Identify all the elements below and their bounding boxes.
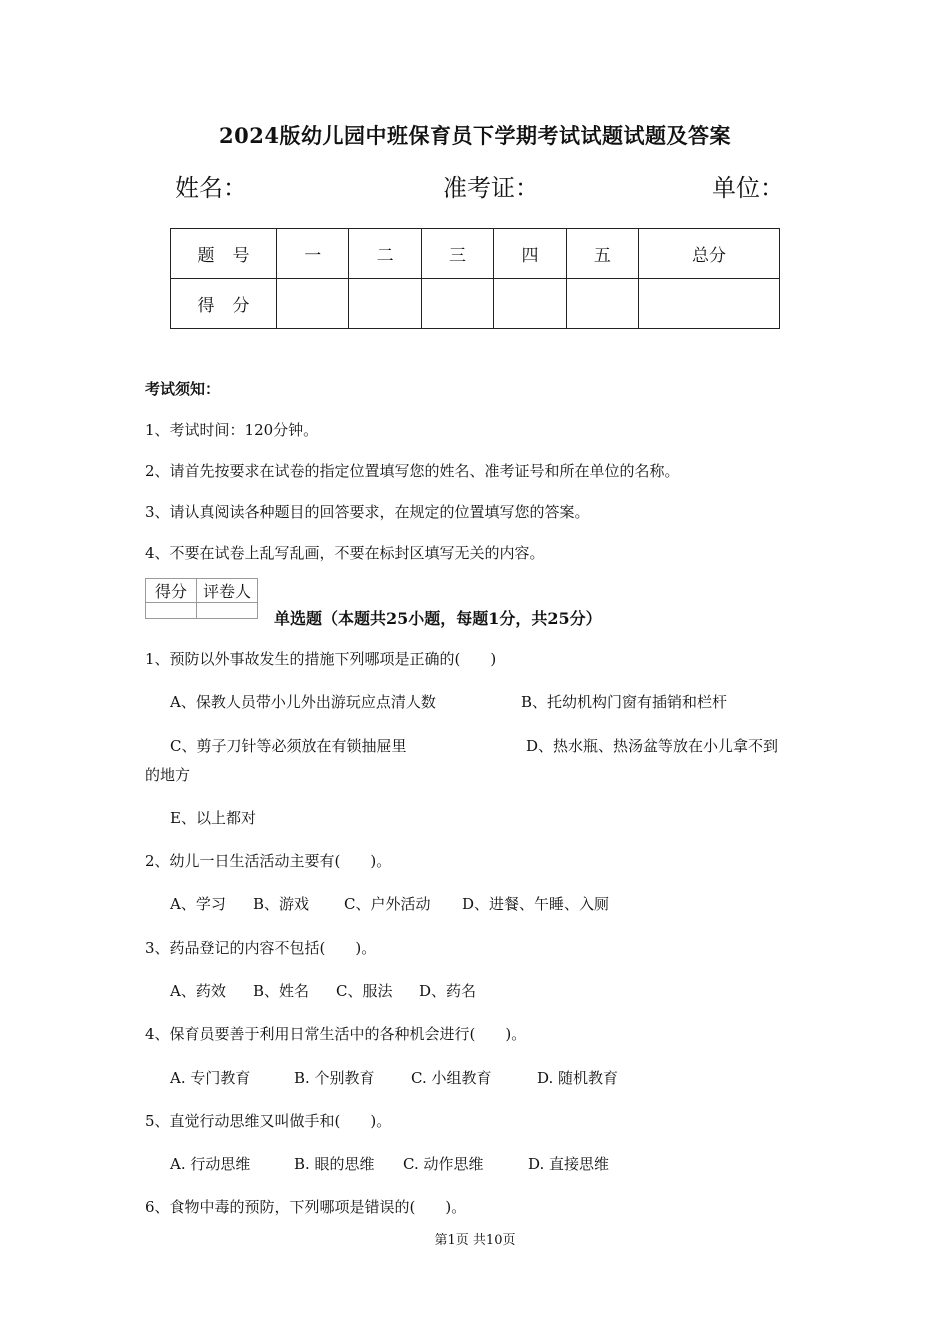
answer-option: D. 直接思维 [528,1155,610,1173]
grader-score-cell [146,603,197,619]
score-table-col-3: 三 [421,229,493,279]
answer-option: C. 动作思维 [403,1155,484,1173]
score-table [170,228,780,329]
answer-option: B、游戏 [253,895,310,913]
name-field-label: 姓名： [175,174,247,202]
score-table-header-row [171,229,780,279]
answer-option: D. 随机教育 [537,1069,619,1087]
answer-option: A、药效 [170,982,226,1000]
score-table-col-2: 二 [349,229,421,279]
score-table-col-1: 一 [277,229,349,279]
answer-option: B、姓名 [253,982,310,1000]
exam-id-field-label: 准考证： [443,174,539,202]
score-table-score-label: 得分 [171,279,277,329]
page-footer: 第1页 共10页 [434,1233,516,1248]
answer-option: A. 行动思维 [170,1155,251,1173]
question-stem: 4、保育员要善于利用日常生活中的各种机会进行( )。 [145,1025,527,1043]
answer-option: C. 小组教育 [411,1069,492,1087]
score-table-col-4: 四 [494,229,566,279]
answer-option: B、托幼机构门窗有插销和栏杆 [521,693,728,711]
question-stem: 1、预防以外事故发生的措施下列哪项是正确的( ) [145,650,497,668]
score-table-score-row [171,279,780,329]
score-table-row-label: 题号 [171,229,277,279]
answer-option-continuation: 的地方 [145,766,191,784]
answer-option: C、户外活动 [344,895,431,913]
question-stem: 3、药品登记的内容不包括( )。 [145,939,377,957]
score-cell [277,279,349,329]
score-table-col-total: 总分 [639,229,780,279]
answer-option: A. 专门教育 [170,1069,251,1087]
document-title: 2024版幼儿园中班保育员下学期考试试题试题及答案 [219,123,731,148]
answer-option: A、保教人员带小儿外出游玩应点清人数 [170,693,436,711]
score-cell [421,279,493,329]
notice-title: 考试须知： [145,380,221,398]
notice-item: 3、请认真阅读各种题目的回答要求，在规定的位置填写您的答案。 [145,503,590,521]
question-stem: 6、食物中毒的预防，下列哪项是错误的( )。 [145,1198,467,1216]
score-cell [566,279,638,329]
section-title: 单选题（本题共25小题，每题1分，共25分） [274,609,602,628]
score-cell [349,279,421,329]
grader-name-label: 评卷人 [197,579,258,603]
candidate-fields [175,168,785,204]
grader-box [145,578,258,619]
answer-option: C、剪子刀针等必须放在有锁抽屉里 [170,737,407,755]
answer-option: D、热水瓶、热汤盆等放在小儿拿不到 [526,737,779,755]
answer-option: C、服法 [336,982,393,1000]
grader-score-label: 得分 [146,579,197,603]
notice-item: 1、考试时间：120分钟。 [145,421,319,439]
question-stem: 2、幼儿一日生活活动主要有( )。 [145,852,392,870]
unit-field-label: 单位： [712,174,784,202]
question-stem: 5、直觉行动思维又叫做手和( )。 [145,1112,392,1130]
score-cell [494,279,566,329]
notice-item: 4、不要在试卷上乱写乱画，不要在标封区填写无关的内容。 [145,544,545,562]
answer-option: B. 眼的思维 [294,1155,375,1173]
answer-option: D、药名 [419,982,477,1000]
score-table-col-5: 五 [566,229,638,279]
answer-option: B. 个别教育 [294,1069,375,1087]
grader-name-cell [197,603,258,619]
score-cell [639,279,780,329]
notice-item: 2、请首先按要求在试卷的指定位置填写您的姓名、准考证号和所在单位的名称。 [145,462,680,480]
answer-option: D、进餐、午睡、入厕 [462,895,610,913]
answer-option: E、以上都对 [170,809,256,827]
answer-option: A、学习 [170,895,226,913]
